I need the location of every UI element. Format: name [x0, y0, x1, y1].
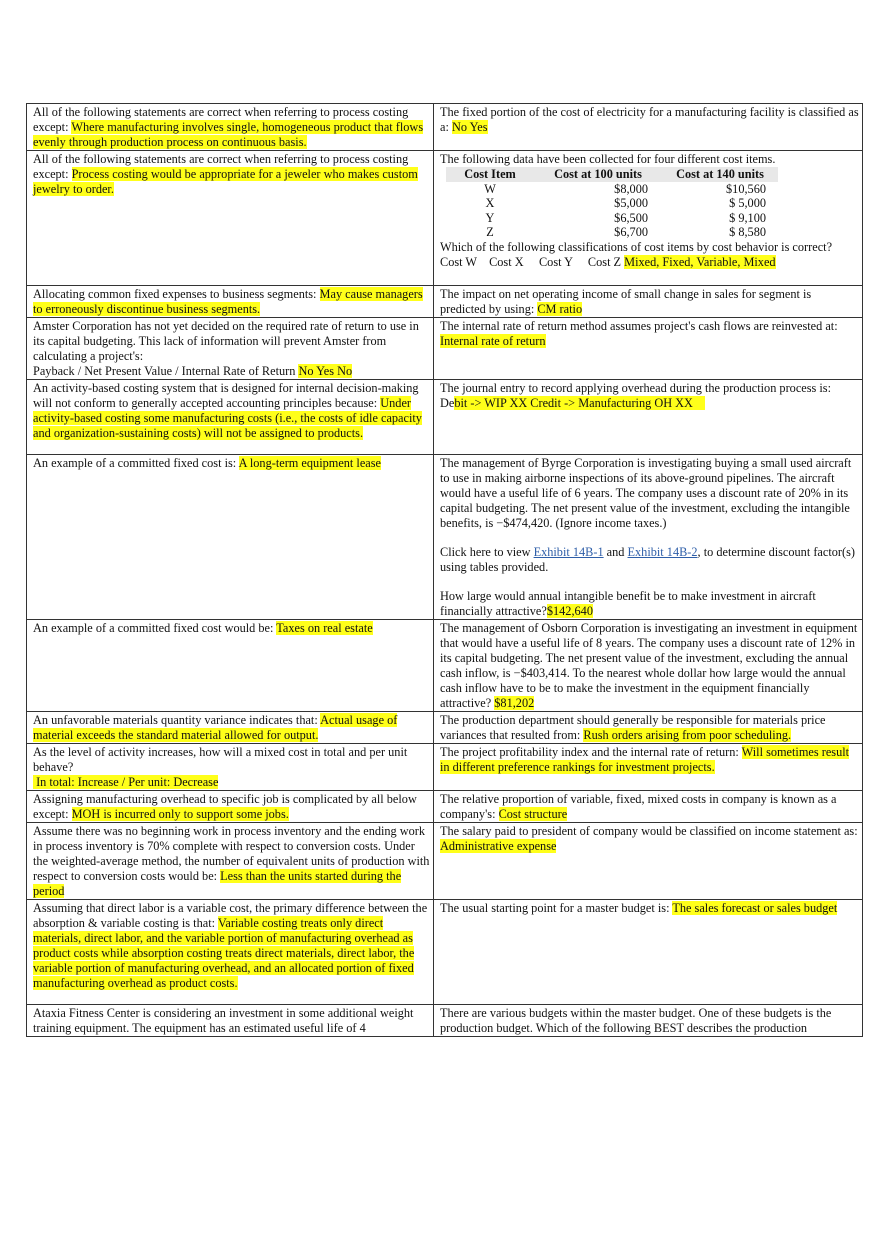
instructions-text: Click here to view	[440, 545, 534, 559]
spacer	[440, 575, 859, 589]
answer-highlight: Under activity-based costing some manufacturing costs (i.e., the costs of idle capacity and organization-sustaining costs) will not be assigned to products.	[33, 396, 422, 440]
table-row	[27, 104, 863, 151]
question-cell	[27, 318, 434, 380]
cost-data-table	[446, 167, 778, 240]
options-text: Cost W Cost X Cost Y Cost Z	[440, 254, 625, 269]
answer-highlight: Cost structure	[498, 807, 568, 821]
table-row	[27, 900, 863, 1005]
answer-highlight: Administrative expense	[440, 839, 557, 853]
question-line	[440, 589, 859, 619]
question-text: All of the following statements are correct when referring to process costing except:	[33, 152, 409, 181]
question-text: The production department should generally be responsible for materials price variances that resulted from:	[440, 713, 826, 742]
answer-highlight: bit -> WIP XX Credit -> Manufacturing OH XX	[454, 396, 706, 410]
cost-100: $5,000	[614, 196, 648, 210]
answer-line	[33, 775, 430, 790]
table-row	[27, 380, 863, 455]
question-cell	[27, 104, 434, 151]
question-text: Amster Corporation has not yet decided on the required rate of return to use in its capital budgeting. This lack of information will prevent Amster from calculating a project's:	[33, 319, 419, 363]
answer-highlight: Process costing would be appropriate for a jeweler who makes custom jewelry to order.	[33, 167, 418, 196]
question-cell	[27, 744, 434, 791]
question-cell	[434, 900, 863, 1005]
cost-table-row	[446, 211, 778, 226]
answer-highlight: No Yes	[451, 120, 488, 134]
question-text: The internal rate of return method assumes project's cash flows are reinvested at:	[440, 319, 838, 333]
answer-highlight: A long-term equipment lease	[238, 456, 381, 470]
cost-table-row	[446, 182, 778, 197]
question-cell	[434, 823, 863, 900]
question-cell	[27, 791, 434, 823]
cost-table-header	[446, 167, 778, 182]
answer-highlight: $142,640	[546, 604, 593, 618]
answer-highlight: No Yes No	[298, 364, 353, 378]
answer-highlight: MOH is incurred only to support some jobs.	[71, 807, 289, 821]
answer-highlight: Internal rate of return	[440, 334, 546, 348]
question-cell	[434, 620, 863, 712]
answer-highlight: Rush orders arising from poor scheduling.	[583, 728, 792, 742]
question-text: The project profitability index and the internal rate of return:	[440, 745, 742, 759]
question-cell	[434, 151, 863, 286]
question-cell	[27, 823, 434, 900]
cost-140: $ 5,000	[729, 196, 766, 210]
col-header-cost-item: Cost Item	[446, 167, 534, 182]
question-cell	[27, 900, 434, 1005]
answer-highlight: Taxes on real estate	[276, 621, 373, 635]
answer-highlight: Mixed, Fixed, Variable, Mixed	[624, 254, 776, 269]
cost-table-row	[446, 196, 778, 211]
question-cell	[434, 318, 863, 380]
question-line	[33, 364, 430, 379]
question-text: Allocating common fixed expenses to business segments:	[33, 287, 320, 301]
cost-item: Z	[486, 225, 494, 239]
exhibit-14b-1-link[interactable]: Exhibit 14B-1	[533, 545, 604, 559]
question-text: An unfavorable materials quantity variance indicates that:	[33, 713, 321, 727]
question-cell	[434, 104, 863, 151]
question-cell	[434, 380, 863, 455]
question-cell	[434, 744, 863, 791]
table-row	[27, 791, 863, 823]
question-intro: The following data have been collected for four different cost items.	[440, 152, 776, 166]
answer-highlight: May cause managers to erroneously discontinue business segments.	[33, 287, 423, 316]
question-text: How large would annual intangible benefit be to make investment in aircraft financially attractive?	[440, 589, 816, 618]
cost-100: $6,500	[614, 210, 648, 225]
table-row	[27, 620, 863, 712]
table-row	[27, 1005, 863, 1037]
question-text: The relative proportion of variable, fixed, mixed costs in company is known as a company's:	[440, 792, 837, 821]
question-cell	[27, 712, 434, 744]
question-cell	[27, 455, 434, 620]
question-text: The salary paid to president of company would be classified on income statement as:	[440, 824, 858, 838]
cost-140: $ 8,580	[729, 225, 766, 239]
question-cell	[27, 380, 434, 455]
question-cell	[27, 286, 434, 318]
table-row	[27, 455, 863, 620]
cost-140: $10,560	[726, 181, 766, 196]
question-text: The management of Osborn Corporation is investigating an investment in equipment that would have a useful life of 8 years. The company uses a discount rate of 12% in its capital budgeting. The net present value of the investment, excluding the annual cash inflow, is −$403,414. To the nearest whole dollar how large would the annual cash inflow have to be to make the investment in the equipment financially attractive?	[440, 621, 858, 710]
exhibit-instructions	[440, 545, 859, 575]
question-text: As the level of activity increases, how will a mixed cost in total and per unit behave?	[33, 745, 408, 774]
question-text: Assuming that direct labor is a variable cost, the primary difference between the absorption & variable costing is that:	[33, 901, 428, 930]
question-text-2: Payback / Net Present Value / Internal Rate of Return	[33, 364, 299, 378]
table-row	[27, 286, 863, 318]
table-row	[27, 823, 863, 900]
question-text: The management of Byrge Corporation is investigating buying a small used aircraft to use in making airborne inspections of its above-ground pipelines. The aircraft would have a useful life of 6 years. The company uses a discount rate of 20% in its capital budgeting. The net present value of the investment, excluding the intangible benefits, is −$474,420. (Ignore income taxes.)	[440, 456, 852, 530]
answer-highlight: Less than the units started during the period	[33, 869, 402, 898]
qa-table	[26, 103, 863, 1037]
cost-140: $ 9,100	[729, 210, 766, 225]
question-text: Ataxia Fitness Center is considering an investment in some additional weight training equipment. The equipment has an estimated useful life of 4	[33, 1006, 414, 1035]
question-text: The fixed portion of the cost of electricity for a manufacturing facility is classified as a:	[440, 105, 859, 134]
question-text: The usual starting point for a master budget is:	[440, 901, 673, 915]
question-text: Assigning manufacturing overhead to specific job is complicated by all below except:	[33, 792, 417, 821]
answer-highlight: In total: Increase / Per unit: Decrease	[33, 775, 219, 789]
question-options	[440, 255, 859, 270]
question-cell	[27, 151, 434, 286]
question-text: The journal entry to record applying overhead during the production process is: De	[440, 381, 831, 410]
question-cell	[27, 1005, 434, 1037]
cost-100: $6,700	[614, 225, 648, 239]
cost-item: X	[485, 196, 495, 210]
spacer	[440, 531, 859, 545]
answer-highlight: Actual usage of material exceeds the standard material allowed for output.	[33, 713, 398, 742]
exhibit-14b-2-link[interactable]: Exhibit 14B-2	[627, 545, 698, 559]
question-text: An example of a committed fixed cost is:	[33, 456, 239, 470]
cost-item: W	[484, 181, 496, 196]
cost-table-row	[446, 225, 778, 240]
table-row	[27, 712, 863, 744]
answer-highlight: CM ratio	[537, 302, 583, 316]
question-text: An example of a committed fixed cost would be:	[33, 621, 277, 635]
question-text: Assume there was no beginning work in process inventory and the ending work in process inventory is 70% complete with respect to conversion costs. Under the weighted-average method, the number of equivalent units of production with respect to conversion costs would be:	[33, 824, 430, 883]
question-text: All of the following statements are correct when referring to process costing except:	[33, 105, 409, 134]
table-row	[27, 318, 863, 380]
answer-highlight: Will sometimes result in different preference rankings for investment projects.	[440, 745, 850, 774]
cost-100: $8,000	[614, 181, 648, 196]
question-text: Which of the following classifications of cost items by cost behavior is correct?	[440, 239, 833, 254]
answer-highlight: Variable costing treats only direct materials, direct labor, and the variable portion of manufacturing overhead as product costs while absorption costing treats direct materials, direct labor, the variable portion of manufacturing overhead, and an allocated portion of fixed manufacturing overhead as product costs.	[33, 916, 415, 990]
question-cell	[434, 791, 863, 823]
answer-highlight: $81,202	[494, 696, 535, 710]
table-row	[27, 744, 863, 791]
question-cell	[27, 620, 434, 712]
question-cell	[434, 455, 863, 620]
question-cell	[434, 712, 863, 744]
question-cell	[434, 286, 863, 318]
question-cell	[434, 1005, 863, 1037]
table-row	[27, 151, 863, 286]
answer-highlight: Where manufacturing involves single, homogeneous product that flows evenly through production process on continuous basis.	[33, 120, 424, 149]
question-text: The impact on net operating income of small change in sales for segment is predicted by using:	[440, 287, 812, 316]
question-text: There are various budgets within the master budget. One of these budgets is the production budget. Which of the following BEST describes the production	[440, 1006, 832, 1035]
col-header-cost-100: Cost at 100 units	[534, 167, 662, 182]
instructions-text: , to determine discount factor(s) using tables provided.	[440, 545, 855, 574]
col-header-cost-140: Cost at 140 units	[662, 167, 778, 182]
instructions-text: and	[603, 545, 628, 559]
answer-highlight: The sales forecast or sales budget	[672, 901, 838, 915]
question-text: An activity-based costing system that is designed for internal decision-making will not conform to generally accepted accounting principles because:	[33, 381, 419, 410]
cost-item: Y	[485, 210, 495, 225]
